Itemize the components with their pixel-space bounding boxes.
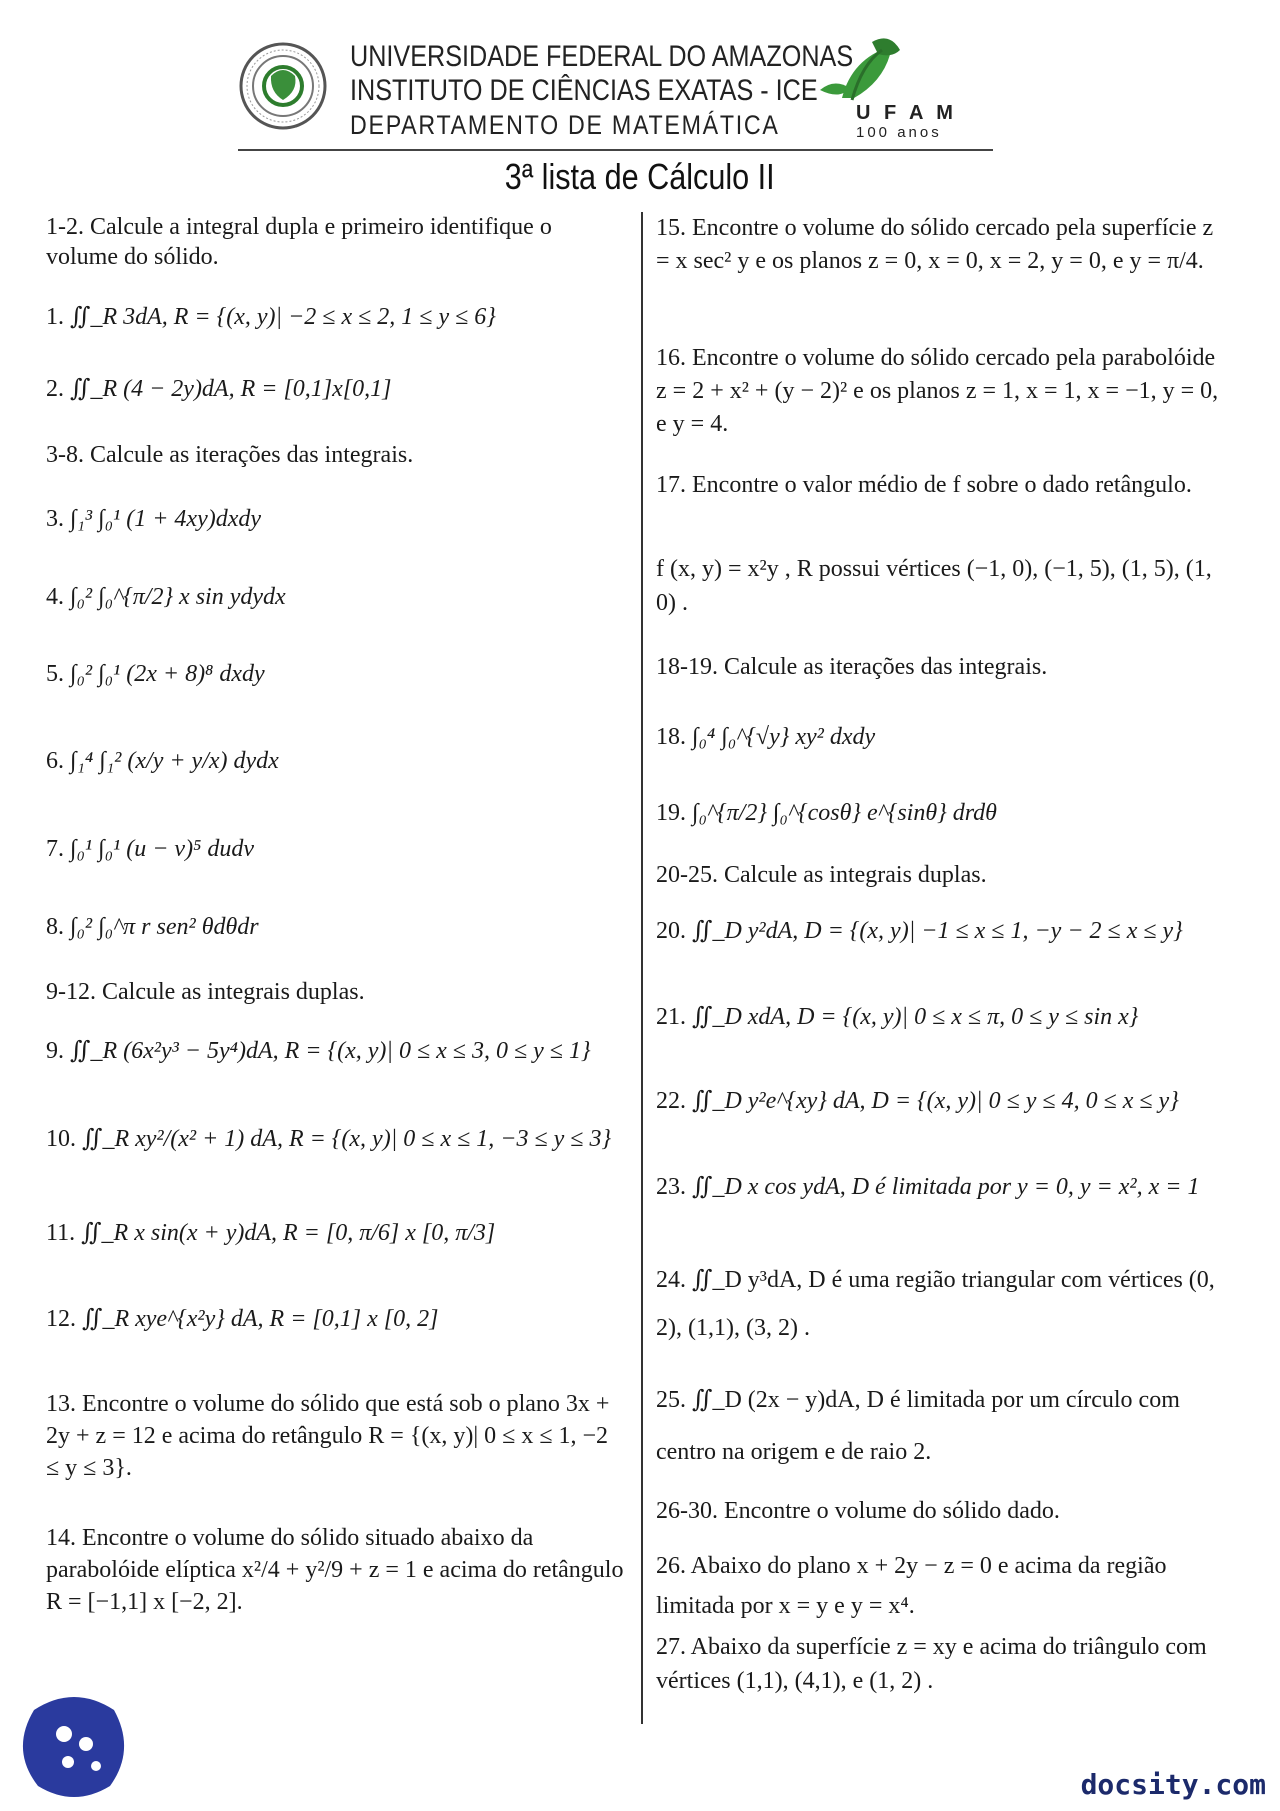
section-heading: 26-30. Encontre o volume do sólido dado. bbox=[656, 1498, 1060, 1524]
column-divider bbox=[641, 212, 643, 1724]
exercise-4: 4. ∫₀² ∫₀^{π/2} x sin ydydx bbox=[46, 584, 286, 610]
exercise-11: 11. ∬_R x sin(x + y)dA, R = [0, π/6] x [0, π/3] bbox=[46, 1220, 496, 1246]
ufam-logo-sub: 100 anos bbox=[856, 124, 942, 141]
docsity-badge-icon bbox=[14, 1690, 136, 1802]
docsity-watermark[interactable]: docsity.com bbox=[1080, 1768, 1266, 1801]
section-heading: 20-25. Calcule as integrais duplas. bbox=[656, 862, 987, 888]
exercise-10: 10. ∬_R xy²/(x² + 1) dA, R = {(x, y)| 0 ≤ x ≤ 1, −3 ≤ y ≤ 3} bbox=[46, 1126, 612, 1152]
exercise-21: 21. ∬_D xdA, D = {(x, y)| 0 ≤ x ≤ π, 0 ≤ y ≤ sin x} bbox=[656, 1004, 1139, 1030]
exercise-26: 26. Abaixo do plano x + 2y − z = 0 e acima da região limitada por x = y e y = x⁴. bbox=[656, 1553, 1167, 1619]
university-name: UNIVERSIDADE FEDERAL DO AMAZONAS bbox=[350, 40, 854, 73]
exercise-24: 24. ∬_D y³dA, D é uma região triangular com vértices (0, 2), (1,1), (3, 2) . bbox=[656, 1267, 1215, 1341]
institute-name: INSTITUTO DE CIÊNCIAS EXATAS - ICE bbox=[350, 74, 818, 107]
exercise-15: 15. Encontre o volume do sólido cercado pela superfície z = x sec² y e os planos z = 0, x = 0, x = 2, y = 0, e y = π/4. bbox=[656, 215, 1214, 274]
exercise-7: 7. ∫₀¹ ∫₀¹ (u − v)⁵ dudv bbox=[46, 836, 255, 862]
exercise-9: 9. ∬_R (6x²y³ − 5y⁴)dA, R = {(x, y)| 0 ≤ x ≤ 3, 0 ≤ y ≤ 1} bbox=[46, 1038, 591, 1064]
exercise-17: 17. Encontre o valor médio de f sobre o dado retângulo. bbox=[656, 472, 1192, 498]
exercise-3: 3. ∫₁³ ∫₀¹ (1 + 4xy)dxdy bbox=[46, 506, 262, 532]
exercise-16: 16. Encontre o volume do sólido cercado pela parabolóide z = 2 + x² + (y − 2)² e os planos z = 1, x = 1, x = −1, y = 0, e y = 4. bbox=[656, 345, 1219, 437]
page-title: 3ª lista de Cálculo II bbox=[505, 156, 775, 197]
university-seal-logo bbox=[238, 36, 328, 138]
section-heading: 1-2. Calcule a integral dupla e primeiro identifique o volume do sólido. bbox=[46, 214, 552, 270]
exercise-19: 19. ∫₀^{π/2} ∫₀^{cosθ} e^{sinθ} drdθ bbox=[656, 800, 997, 826]
section-heading: 18-19. Calcule as iterações das integrais. bbox=[656, 654, 1048, 680]
exercise-20: 20. ∬_D y²dA, D = {(x, y)| −1 ≤ x ≤ 1, −y − 2 ≤ x ≤ y} bbox=[656, 918, 1183, 944]
exercise-13: 13. Encontre o volume do sólido que está sob o plano 3x + 2y + z = 12 e acima do retângulo R = {(x, y)| 0 ≤ x ≤ 1, −2 ≤ y ≤ 3}. bbox=[46, 1391, 610, 1481]
exercise-17-data: f (x, y) = x²y , R possui vértices (−1, 0), (−1, 5), (1, 5), (1, 0) . bbox=[656, 556, 1212, 616]
exercise-2: 2. ∬_R (4 − 2y)dA, R = [0,1]x[0,1] bbox=[46, 376, 392, 402]
ufam-logo-name: U F A M bbox=[856, 102, 957, 124]
exercise-12: 12. ∬_R xye^{x²y} dA, R = [0,1] x [0, 2] bbox=[46, 1306, 439, 1332]
exercise-14: 14. Encontre o volume do sólido situado abaixo da parabolóide elíptica x²/4 + y²/9 + z = 1 e acima do retângulo R = [−1,1] x [−2, 2]. bbox=[46, 1525, 624, 1615]
section-heading: 9-12. Calcule as integrais duplas. bbox=[46, 979, 365, 1005]
exercise-6: 6. ∫₁⁴ ∫₁² (x/y + y/x) dydx bbox=[46, 748, 279, 774]
exercise-23: 23. ∬_D x cos ydA, D é limitada por y = 0, y = x², x = 1 bbox=[656, 1174, 1200, 1200]
exercise-25: 25. ∬_D (2x − y)dA, D é limitada por um círculo com centro na origem e de raio 2. bbox=[656, 1387, 1180, 1465]
exercise-27: 27. Abaixo da superfície z = xy e acima do triângulo com vértices (1,1), (4,1), e (1, 2) . bbox=[656, 1634, 1207, 1694]
exercise-18: 18. ∫₀⁴ ∫₀^{√y} xy² dxdy bbox=[656, 724, 876, 750]
exercise-5: 5. ∫₀² ∫₀¹ (2x + 8)⁸ dxdy bbox=[46, 661, 265, 687]
ufam-logo bbox=[812, 34, 982, 146]
section-heading: 3-8. Calcule as iterações das integrais. bbox=[46, 442, 414, 468]
exercise-22: 22. ∬_D y²e^{xy} dA, D = {(x, y)| 0 ≤ y ≤ 4, 0 ≤ x ≤ y} bbox=[656, 1088, 1179, 1114]
department-name: DEPARTAMENTO DE MATEMÁTICA bbox=[350, 110, 780, 140]
header-divider bbox=[238, 149, 993, 151]
exercise-1: 1. ∬_R 3dA, R = {(x, y)| −2 ≤ x ≤ 2, 1 ≤ y ≤ 6} bbox=[46, 304, 496, 330]
exercise-8: 8. ∫₀² ∫₀^π r sen² θdθdr bbox=[46, 914, 259, 940]
